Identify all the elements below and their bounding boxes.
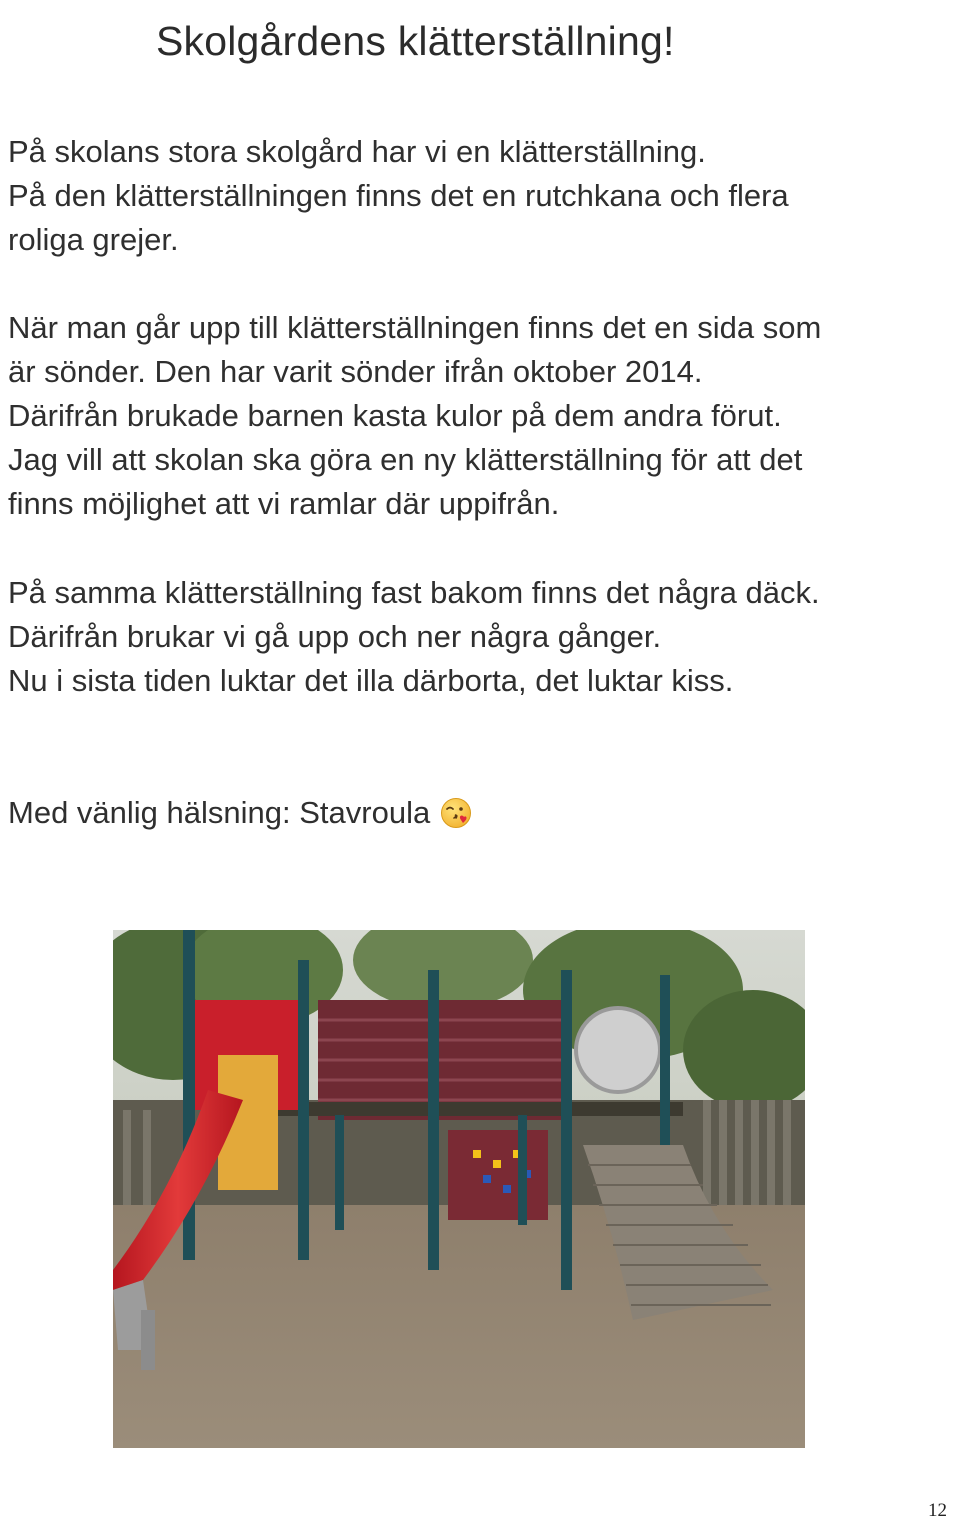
- face-blowing-kiss-icon: [440, 797, 472, 837]
- text-line: På samma klätterställning fast bakom finns det några däck.: [8, 575, 820, 610]
- page-title: Skolgårdens klätterställning!: [156, 18, 675, 64]
- text-line: På skolans stora skolgård har vi en klätterställning.: [8, 134, 706, 169]
- text-line: finns möjlighet att vi ramlar där uppifrån.: [8, 486, 560, 521]
- text-line: roliga grejer.: [8, 222, 179, 257]
- text-line: är sönder. Den har varit sönder ifrån oktober 2014.: [8, 354, 703, 389]
- paragraph-3: [8, 571, 820, 703]
- page-number: 12: [928, 1500, 947, 1521]
- signature-text: Med vänlig hälsning: Stavroula: [8, 795, 431, 830]
- text-line: Jag vill att skolan ska göra en ny klätterställning för att det: [8, 442, 803, 477]
- playground-climbing-frame-photo: [113, 930, 805, 1448]
- text-line: Nu i sista tiden luktar det illa därborta, det luktar kiss.: [8, 663, 734, 698]
- signature-line: [8, 795, 472, 837]
- text-line: Därifrån brukar vi gå upp och ner några gånger.: [8, 619, 662, 654]
- text-line: När man går upp till klätterställningen finns det en sida som: [8, 310, 822, 345]
- paragraph-2: [8, 306, 821, 526]
- paragraph-1: [8, 130, 789, 262]
- text-line: Därifrån brukade barnen kasta kulor på dem andra förut.: [8, 398, 782, 433]
- text-line: På den klätterställningen finns det en rutchkana och flera: [8, 178, 789, 213]
